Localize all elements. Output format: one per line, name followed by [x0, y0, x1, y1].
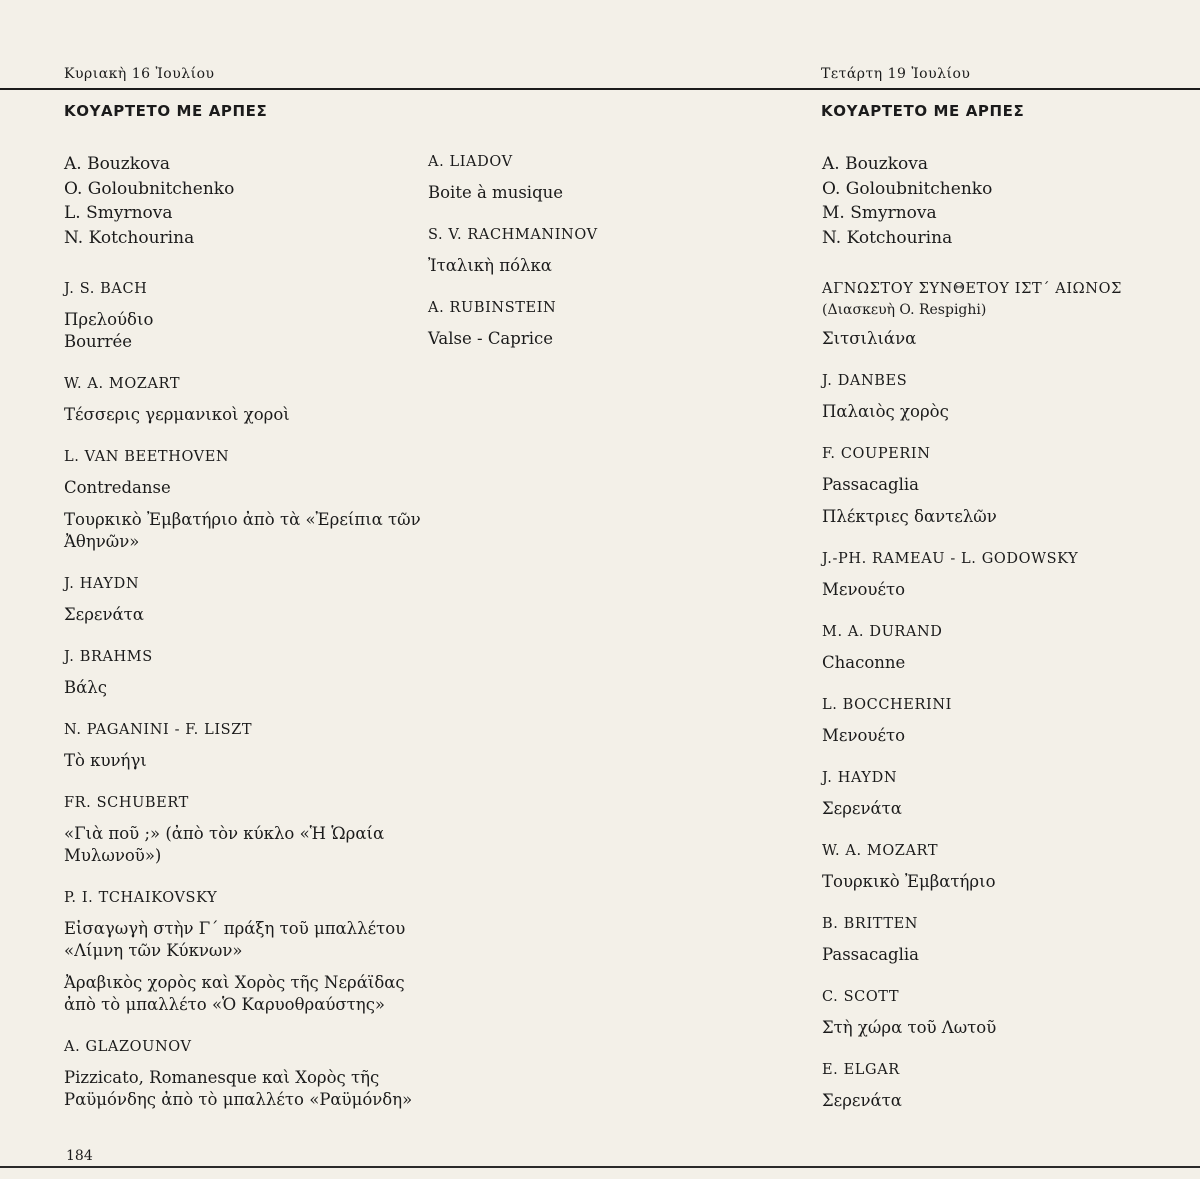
arranger-note: (Διασκευὴ O. Respighi): [822, 302, 987, 318]
program-item: [822, 841, 1182, 893]
work-title: Contredanse: [64, 478, 171, 497]
work-title: Μενουέτο: [822, 580, 906, 599]
composer-name: J. HAYDN: [822, 770, 898, 786]
composer-name: J. S. BACH: [64, 281, 148, 297]
work-title: Σιτσιλιάνα: [822, 329, 917, 348]
program-item: [64, 1037, 424, 1111]
left-program: [64, 152, 424, 1132]
program-item: [822, 768, 1182, 820]
work-title: Τὸ κυνήγι: [64, 751, 147, 770]
performer-name: L. Smyrnova: [64, 203, 173, 223]
program-item: [822, 1060, 1182, 1112]
work-title: Σερενάτα: [822, 799, 902, 818]
composer-name: ΑΓΝΩΣΤΟΥ ΣΥΝΘΕΤΟΥ ΙΣΤ΄ ΑΙΩΝΟΣ: [822, 281, 1122, 297]
program-item: [64, 374, 424, 426]
composer-name: E. ELGAR: [822, 1062, 900, 1078]
program-item: [822, 987, 1182, 1039]
left-date: Κυριακὴ 16 Ἰουλίου: [64, 66, 215, 82]
performer-name: O. Goloubnitchenko: [64, 178, 235, 199]
performer-name: N. Kotchourina: [822, 227, 953, 248]
performer-name: A. Bouzkova: [64, 154, 170, 174]
work-title: Παλαιὸς χορὸς: [822, 402, 949, 421]
performer-name: M. Smyrnova: [822, 203, 937, 223]
page-number: 184: [66, 1148, 93, 1164]
work-title: «Γιὰ ποῦ ;» (ἀπὸ τὸν κύκλο «Ἡ Ὡραία Μυλωνοῦ»): [64, 824, 385, 865]
work-title: Σερενάτα: [822, 1091, 902, 1110]
performer-name: N. Kotchourina: [64, 227, 195, 248]
composer-name: J.-PH. RAMEAU - L. GODOWSKY: [822, 551, 1079, 567]
program-item: [64, 720, 424, 772]
work-title: Passacaglia: [822, 945, 920, 964]
composer-name: F. COUPERIN: [822, 446, 931, 462]
performer-name: A. Bouzkova: [822, 154, 928, 174]
program-item: [64, 888, 424, 1016]
program-item: [822, 444, 1182, 528]
performer-name: O. Goloubnitchenko: [822, 178, 993, 199]
program-item: [822, 622, 1182, 674]
right-program-title: ΚΟΥΑΡΤΕΤΟ ΜΕ ΑΡΠΕΣ: [821, 102, 1025, 120]
work-title: Βάλς: [64, 678, 107, 697]
composer-name: A. RUBINSTEIN: [428, 300, 557, 316]
program-item: [822, 371, 1182, 423]
composer-name: A. GLAZOUNOV: [64, 1039, 192, 1055]
program-item: [822, 914, 1182, 966]
program-item: [822, 695, 1182, 747]
work-title: Μενουέτο: [822, 726, 906, 745]
composer-name: N. PAGANINI - F. LISZT: [64, 722, 253, 738]
composer-name: L. VAN BEETHOVEN: [64, 449, 230, 465]
composer-name: S. V. RACHMANINOV: [428, 227, 598, 243]
performer-list: [64, 152, 424, 250]
work-title: Τέσσερις γερμανικοὶ χοροὶ: [64, 405, 290, 424]
composer-name: J. HAYDN: [64, 576, 140, 592]
work-title: Ἀραβικὸς χορὸς καὶ Χορὸς τῆς Νεράϊδας ἀπὸ τὸ μπαλλέτο «Ὁ Καρυοθραύστης»: [64, 973, 405, 1014]
right-program: [822, 152, 1182, 1133]
composer-name: A. LIADOV: [428, 154, 513, 170]
header-rule: [0, 88, 1200, 90]
program-item: [428, 152, 788, 204]
performer-list: [822, 152, 1182, 250]
work-title: Τουρκικὸ Ἐμβατήριο: [822, 872, 996, 891]
work-title: Boite à musique: [428, 183, 564, 202]
program-item: [822, 279, 1182, 350]
composer-name: FR. SCHUBERT: [64, 795, 189, 811]
work-title: Τουρκικὸ Ἐμβατήριο ἀπὸ τὰ «Ἐρείπια τῶν Ἀθηνῶν»: [64, 510, 421, 551]
composer-name: L. BOCCHERINI: [822, 697, 952, 713]
work-title: Chaconne: [822, 653, 906, 672]
work-title: Πλέκτριες δαντελῶν: [822, 507, 997, 526]
middle-program: [428, 152, 788, 371]
program-item: [64, 793, 424, 867]
program-item: [822, 549, 1182, 601]
work-title: Εἰσαγωγὴ στὴν Γ΄ πράξη τοῦ μπαλλέτου «Λίμνη τῶν Κύκνων»: [64, 919, 406, 960]
left-program-title: ΚΟΥΑΡΤΕΤΟ ΜΕ ΑΡΠΕΣ: [64, 102, 268, 120]
work-title: Ἰταλικὴ πόλκα: [428, 256, 552, 275]
work-title: Pizzicato, Romanesque καὶ Χορὸς τῆς Ραϋμόνδης ἀπὸ τὸ μπαλλέτο «Ραϋμόνδη»: [64, 1068, 413, 1109]
composer-name: C. SCOTT: [822, 989, 900, 1005]
composer-name: J. DANBES: [822, 373, 908, 389]
composer-name: W. A. MOZART: [822, 843, 939, 859]
right-date: Τετάρτη 19 Ἰουλίου: [821, 66, 971, 82]
program-item: [428, 225, 788, 277]
program-item: [428, 298, 788, 350]
work-title: Πρελούδιο Bourrée: [64, 310, 154, 351]
bottom-rule: [0, 1166, 1200, 1168]
composer-name: J. BRAHMS: [64, 649, 153, 665]
work-title: Valse - Caprice: [428, 329, 554, 348]
program-item: [64, 647, 424, 699]
program-item: [64, 574, 424, 626]
work-title: Passacaglia: [822, 475, 920, 494]
work-title: Στὴ χώρα τοῦ Λωτοῦ: [822, 1018, 997, 1037]
composer-name: W. A. MOZART: [64, 376, 181, 392]
program-item: [64, 279, 424, 353]
composer-name: M. A. DURAND: [822, 624, 943, 640]
composer-name: B. BRITTEN: [822, 916, 919, 932]
composer-name: P. I. TCHAIKOVSKY: [64, 890, 218, 906]
program-item: [64, 447, 424, 553]
work-title: Σερενάτα: [64, 605, 144, 624]
